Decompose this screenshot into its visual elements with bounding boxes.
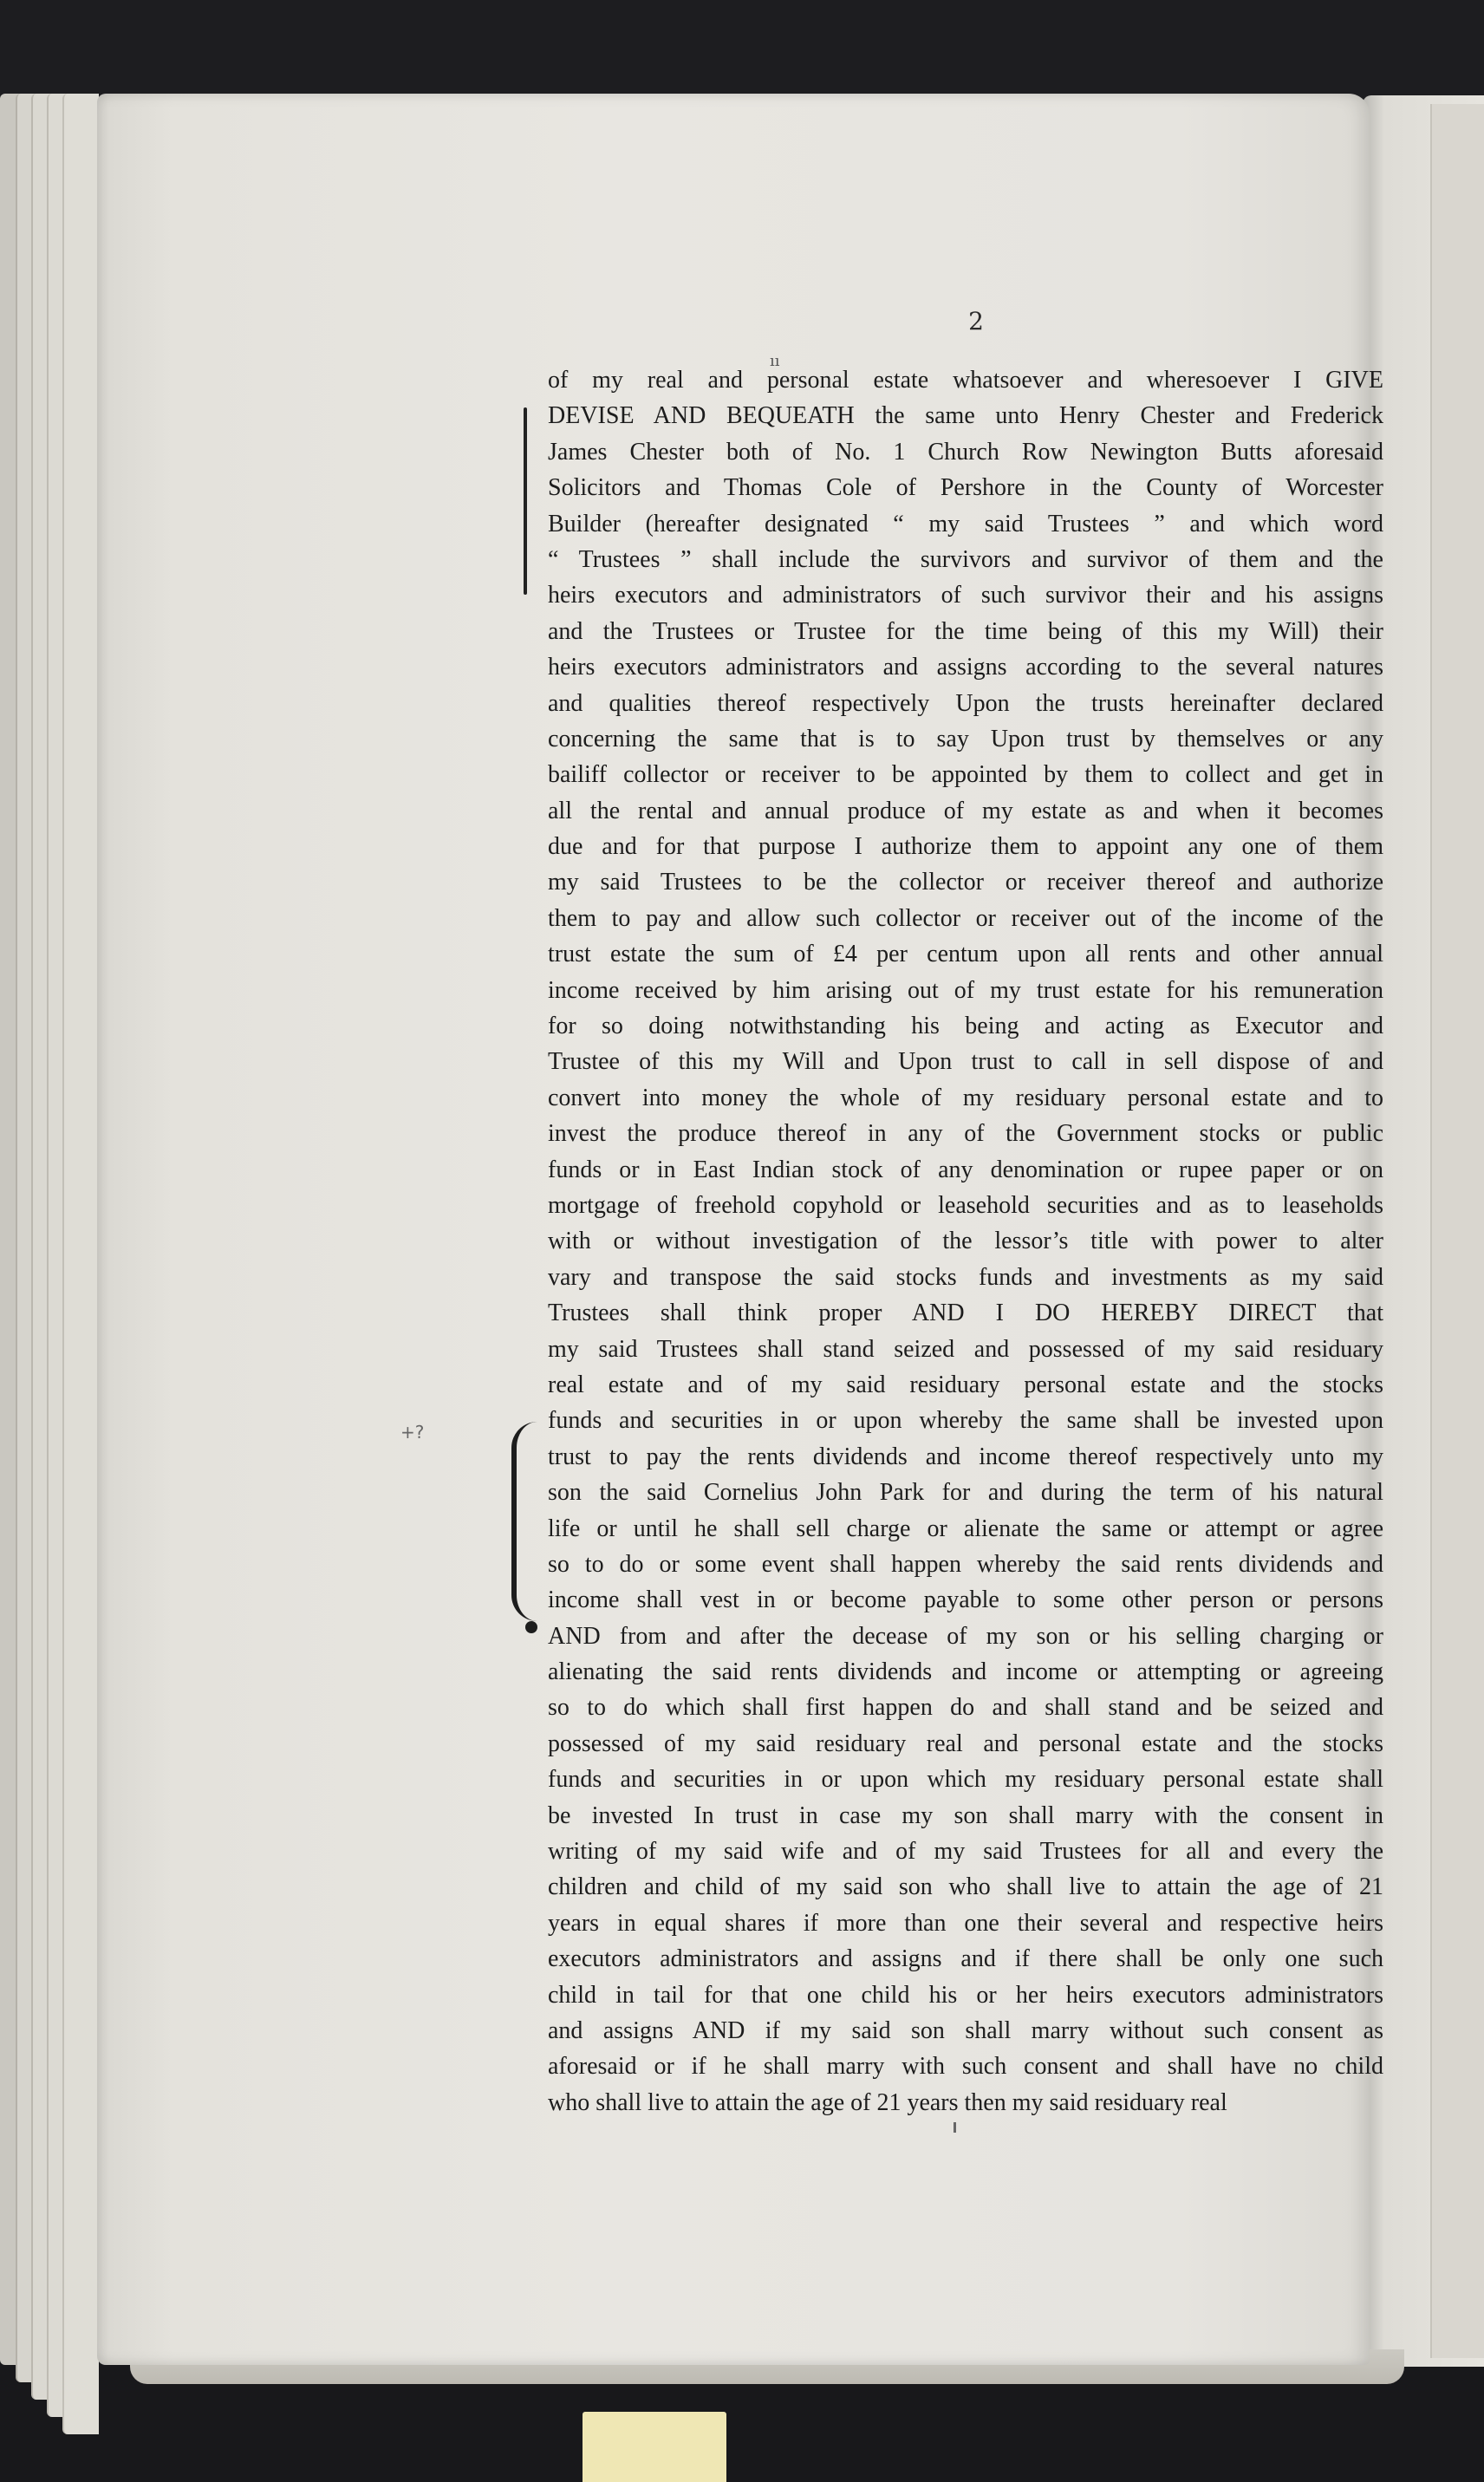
text-line: possessed of my said residuary real and personal estate and the stocks [548, 1730, 1383, 1757]
stray-mark [954, 2122, 956, 2133]
text-line: so to do or some event shall happen whereby the said rents dividends and [548, 1550, 1383, 1578]
text-line: with or without investigation of the lessor’s title with power to alter [548, 1228, 1383, 1255]
text-line: Builder (hereafter designated “ my said Trustees ” and which word [548, 510, 1383, 537]
text-line: James Chester both of No. 1 Church Row Newington Butts aforesaid [548, 438, 1383, 466]
text-line: son the said Cornelius John Park for and during the term of his natural [548, 1479, 1383, 1507]
text-line: Solicitors and Thomas Cole of Pershore in the County of Worcester [548, 474, 1383, 502]
text-line: Trustees shall think proper AND I DO HEREBY DIRECT that [548, 1300, 1383, 1327]
margin-pencil-note: +? [400, 1422, 425, 1443]
text-line: heirs executors and administrators of such survivor their and his assigns [548, 582, 1383, 609]
margin-bracket-lower [511, 1422, 537, 1621]
text-line: for so doing notwithstanding his being and acting as Executor and [548, 1013, 1383, 1040]
page-number: 2 [968, 307, 984, 335]
text-line: my said Trustees to be the collector or receiver thereof and authorize [548, 869, 1383, 896]
text-line: Trustee of this my Will and Upon trust to call in sell dispose of and [548, 1048, 1383, 1076]
text-line: heirs executors administrators and assigns according to the several natures [548, 654, 1383, 681]
header-mark: ıı [770, 352, 780, 370]
text-line: so to do which shall first happen do and shall stand and be seized and [548, 1694, 1383, 1722]
text-line: who shall live to attain the age of 21 years then my said residuary real [548, 2088, 1227, 2116]
text-line: funds or in East Indian stock of any denomination or rupee paper or on [548, 1156, 1383, 1183]
text-line: vary and transpose the said stocks funds and investments as my said [548, 1263, 1383, 1291]
text-line: income received by him arising out of my trust estate for his remuneration [548, 976, 1383, 1004]
text-line: due and for that purpose I authorize them to appoint any one of them [548, 833, 1383, 861]
text-line: and the Trustees or Trustee for the time being of this my Will) their [548, 617, 1383, 645]
paper-tab [583, 2412, 726, 2482]
text-line: years in equal shares if more than one their several and respective heirs [548, 1909, 1383, 1937]
text-line: concerning the same that is to say Upon trust by themselves or any [548, 725, 1383, 752]
text-line: trust estate the sum of £4 per centum upon all rents and other annual [548, 941, 1383, 968]
text-line: and assigns AND if my said son shall marry without such consent as [548, 2016, 1383, 2044]
text-line: invest the produce thereof in any of the Government stocks or public [548, 1120, 1383, 1148]
text-line: my said Trustees shall stand seized and possessed of my said residuary [548, 1335, 1383, 1363]
text-line: funds and securities in or upon which my residuary personal estate shall [548, 1766, 1383, 1794]
text-line: trust to pay the rents dividends and income thereof respectively unto my [548, 1443, 1383, 1470]
text-line: writing of my said wife and of my said Trustees for all and every the [548, 1838, 1383, 1866]
text-line: be invested In trust in case my son shall marry with the consent in [548, 1801, 1383, 1829]
text-line: alienating the said rents dividends and income or attempting or agreeing [548, 1658, 1383, 1686]
text-line: aforesaid or if he shall marry with such consent and shall have no child [548, 2053, 1383, 2081]
text-line: real estate and of my said residuary personal estate and the stocks [548, 1371, 1383, 1398]
text-line: income shall vest in or become payable to some other person or persons [548, 1586, 1383, 1614]
text-line: AND from and after the decease of my son or his selling charging or [548, 1622, 1383, 1650]
text-line: funds and securities in or upon whereby the same shall be invested upon [548, 1407, 1383, 1435]
text-line: all the rental and annual produce of my estate as and when it becomes [548, 797, 1383, 824]
text-line: of my real and personal estate whatsoever and wheresoever I GIVE [548, 367, 1383, 394]
text-line: child in tail for that one child his or her heirs executors administrators [548, 1981, 1383, 2009]
facing-page-edge-inner [1430, 104, 1484, 2358]
margin-bracket-top [524, 407, 527, 595]
text-line: executors administrators and assigns and if there shall be only one such [548, 1945, 1383, 1973]
text-line: life or until he shall sell charge or alienate the same or attempt or agree [548, 1515, 1383, 1542]
will-body-text [548, 362, 1383, 2174]
page-stack-edge [62, 94, 99, 2434]
text-line: them to pay and allow such collector or receiver out of the income of the [548, 904, 1383, 932]
text-line: DEVISE AND BEQUEATH the same unto Henry Chester and Frederick [548, 402, 1383, 430]
text-line: bailiff collector or receiver to be appointed by them to collect and get in [548, 761, 1383, 789]
text-line: convert into money the whole of my residuary personal estate and to [548, 1084, 1383, 1111]
text-line: mortgage of freehold copyhold or leasehold securities and as to leaseholds [548, 1191, 1383, 1219]
text-line: and qualities thereof respectively Upon the trusts hereinafter declared [548, 689, 1383, 717]
text-line: children and child of my said son who shall live to attain the age of 21 [548, 1873, 1383, 1901]
text-line: “ Trustees ” shall include the survivors and survivor of them and the [548, 545, 1383, 573]
